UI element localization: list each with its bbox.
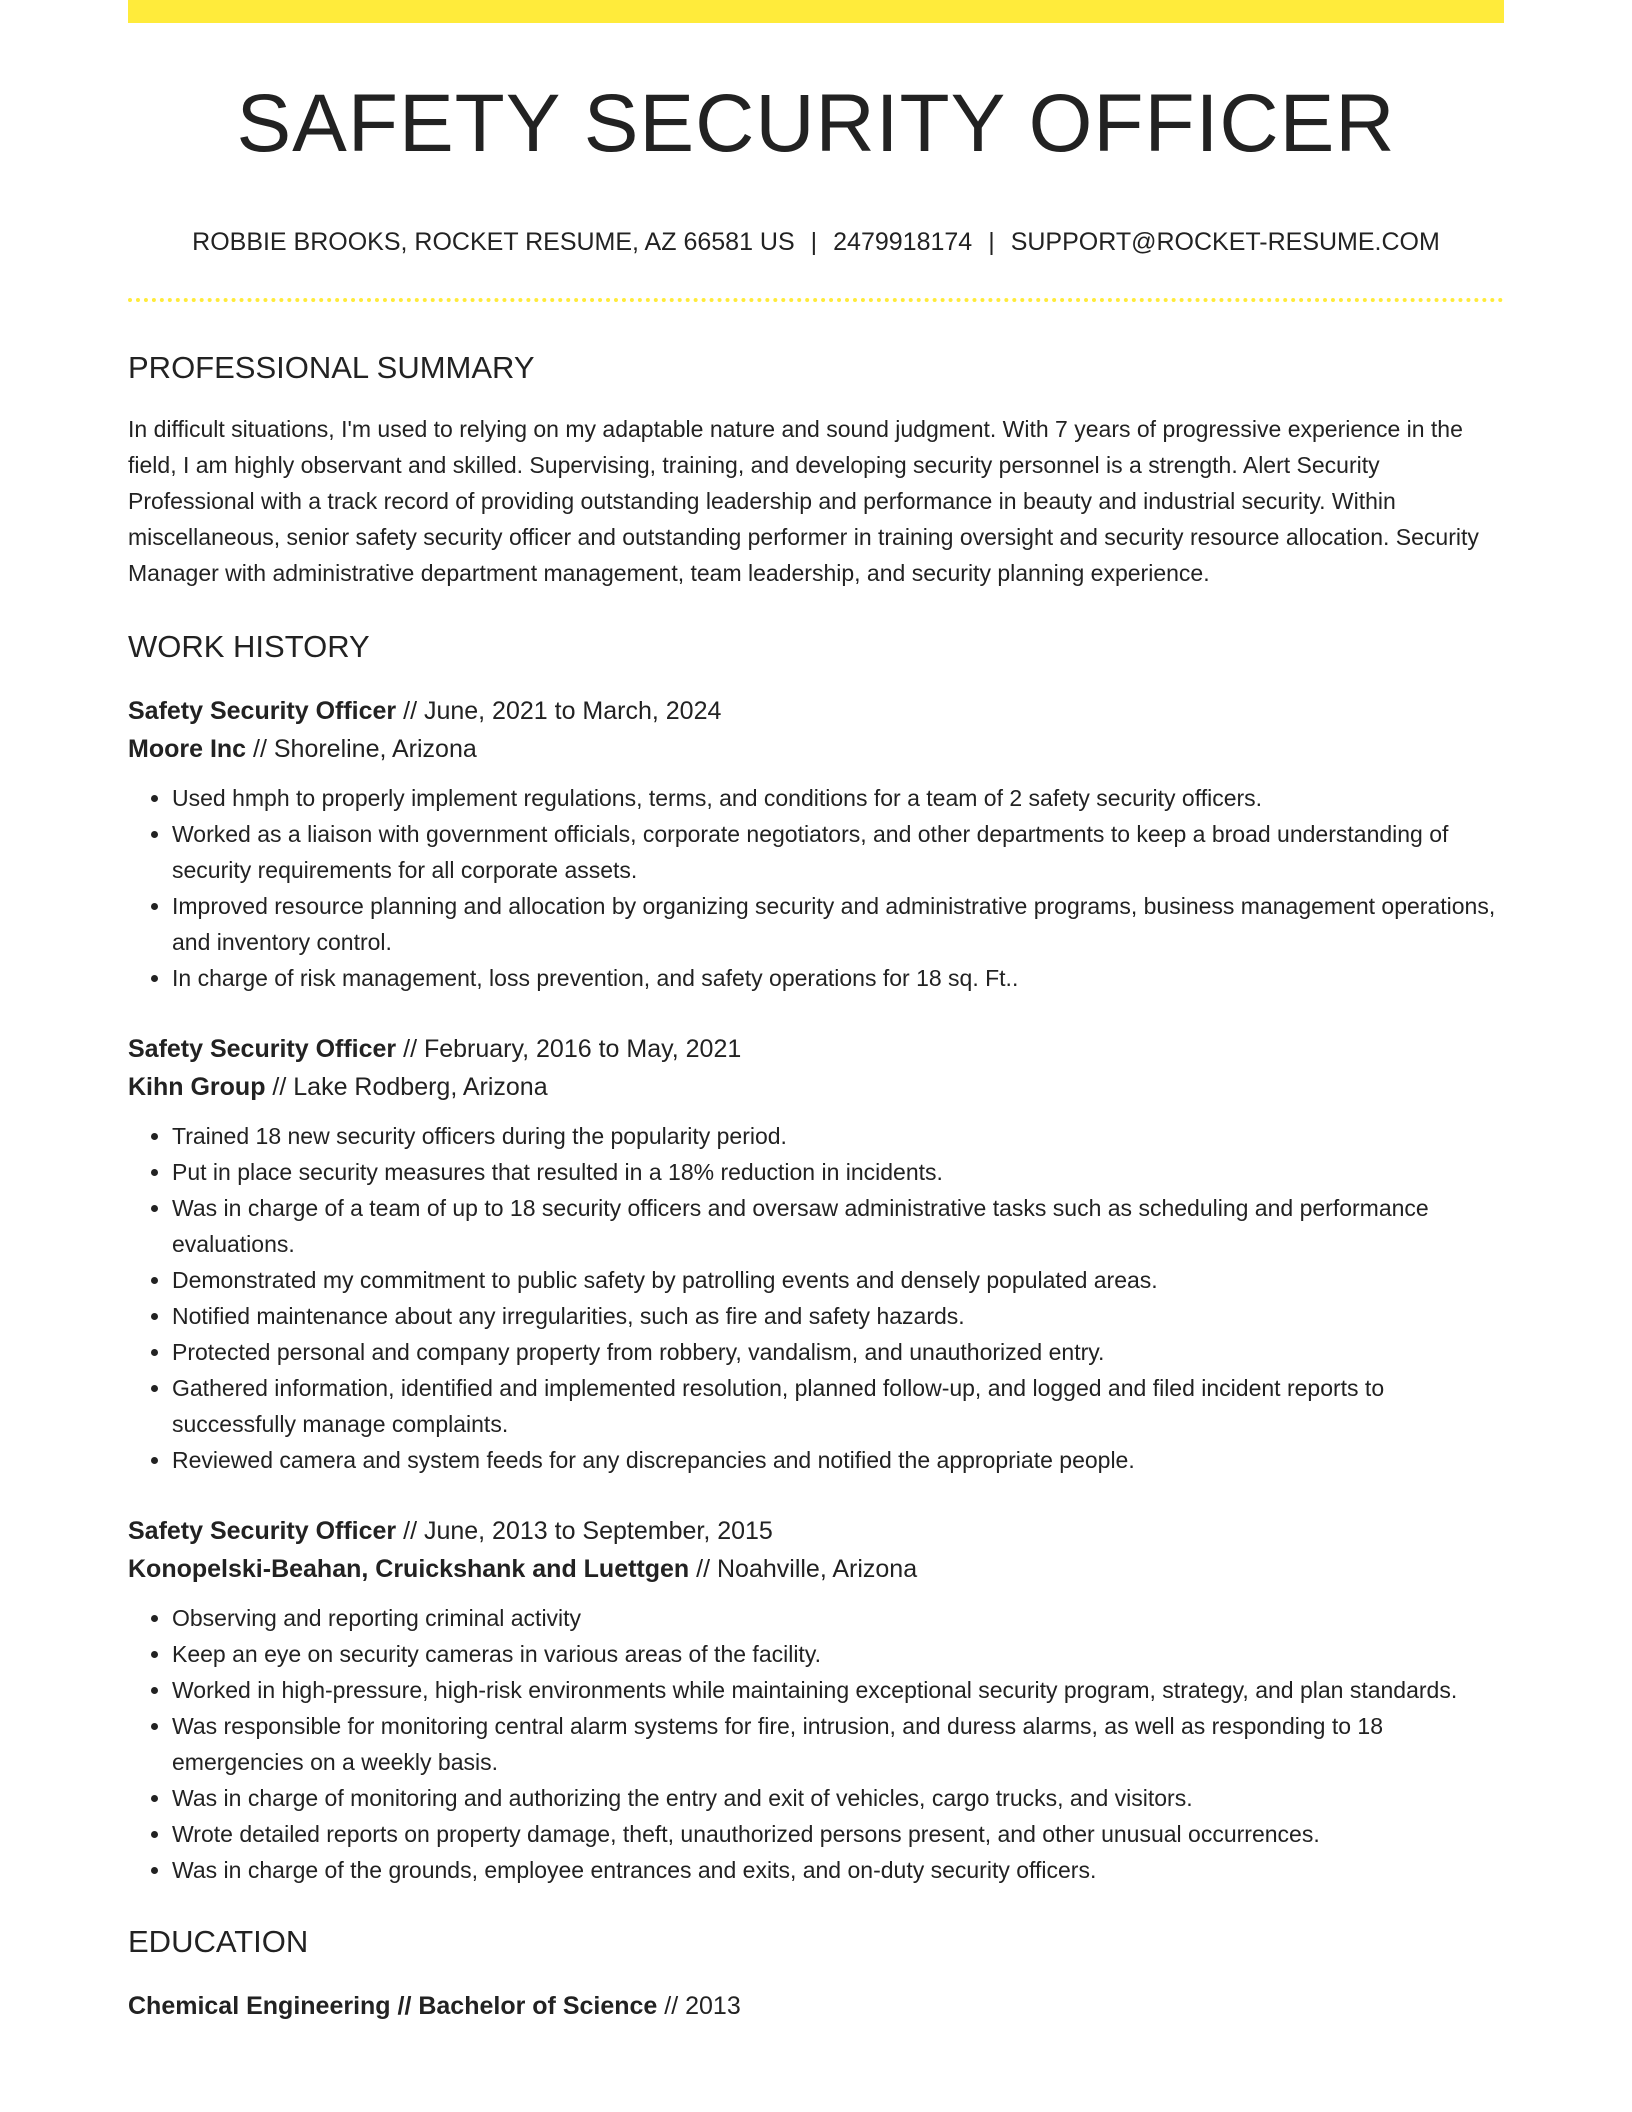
list-item: • Wrote detailed reports on property damage, theft, unauthorized persons present, and other unusual occurrences.: [172, 1816, 1504, 1852]
job-title: Safety Security Officer: [128, 697, 397, 725]
job-company: Moore Inc: [128, 735, 247, 763]
job-bullet-list: [128, 780, 1504, 996]
job-title: Safety Security Officer: [128, 1517, 397, 1545]
summary-heading: PROFESSIONAL SUMMARY: [128, 350, 535, 385]
job-company-line: [128, 1068, 1504, 1106]
job-company: Konopelski-Beahan, Cruickshank and Luettgen: [128, 1555, 690, 1583]
list-item: • Was in charge of monitoring and authorizing the entry and exit of vehicles, cargo trucks, and visitors.: [172, 1780, 1504, 1816]
job-bullet-list: [128, 1600, 1504, 1888]
list-item: • Used hmph to properly implement regulations, terms, and conditions for a team of 2 safety security officers.: [172, 780, 1504, 816]
job-dates: // June, 2013 to September, 2015: [396, 1517, 773, 1545]
contact-address: ROBBIE BROOKS, ROCKET RESUME, AZ 66581 US: [192, 228, 795, 256]
job-dates: // February, 2016 to May, 2021: [396, 1035, 742, 1063]
summary-text: In difficult situations, I'm used to relying on my adaptable nature and sound judgment. With 7 years of progressive experience in the field, I am highly observant and skilled. Supervising, training, and developing security personnel is a strength. Alert Security Professional with a track record of providing outstanding leadership and performance in beauty and industrial security. Within miscellaneous, senior safety security officer and outstanding performer in training oversight and security resource allocation. Security Manager with administrative department management, team leadership, and security planning experience.: [128, 416, 1479, 586]
accent-top-bar: [128, 0, 1504, 23]
list-item: • Protected personal and company property from robbery, vandalism, and unauthorized entry.: [172, 1334, 1504, 1370]
education-degree: Chemical Engineering // Bachelor of Science: [128, 1992, 658, 2020]
list-item: • Was in charge of a team of up to 18 security officers and oversaw administrative tasks such as scheduling and performance evaluations.: [172, 1190, 1504, 1262]
list-item: • In charge of risk management, loss prevention, and safety operations for 18 sq. Ft..: [172, 960, 1504, 996]
contact-email: SUPPORT@ROCKET-RESUME.COM: [1010, 228, 1440, 256]
contact-separator: |: [988, 228, 995, 256]
list-item: • Observing and reporting criminal activity: [172, 1600, 1504, 1636]
job-title-line: [128, 1512, 1504, 1550]
job-title: Safety Security Officer: [128, 1035, 397, 1063]
education-heading: EDUCATION: [128, 1924, 309, 1959]
contact-line: [128, 227, 1504, 257]
job-bullet-list: [128, 1118, 1504, 1478]
list-item: • Worked as a liaison with government officials, corporate negotiators, and other departments to keep a broad understanding of security requirements for all corporate assets.: [172, 816, 1504, 888]
list-item: • Improved resource planning and allocation by organizing security and administrative programs, business management operations, and inventory control.: [172, 888, 1504, 960]
list-item: • Keep an eye on security cameras in various areas of the facility.: [172, 1636, 1504, 1672]
resume-page: [128, 0, 1504, 2025]
list-item: • Was in charge of the grounds, employee entrances and exits, and on-duty security officers.: [172, 1852, 1504, 1888]
job-location: // Noahville, Arizona: [689, 1555, 918, 1583]
work-history-list: [128, 692, 1504, 1888]
contact-phone: 2479918174: [833, 228, 973, 256]
job-dates: // June, 2021 to March, 2024: [396, 697, 722, 725]
job-title-line: [128, 1030, 1504, 1068]
job-location: // Lake Rodberg, Arizona: [265, 1073, 548, 1101]
education-year: // 2013: [657, 1992, 741, 2020]
job-entry: [128, 1512, 1504, 1888]
job-company-line: [128, 730, 1504, 768]
contact-separator: |: [810, 228, 818, 256]
list-item: • Notified maintenance about any irregularities, such as fire and safety hazards.: [172, 1298, 1504, 1334]
job-entry: [128, 692, 1504, 996]
list-item: • Was responsible for monitoring central alarm systems for fire, intrusion, and duress alarms, as well as responding to 18 emergencies on a weekly basis.: [172, 1708, 1504, 1780]
page-title: SAFETY SECURITY OFFICER: [236, 78, 1396, 169]
job-company: Kihn Group: [128, 1073, 266, 1101]
list-item: • Gathered information, identified and implemented resolution, planned follow-up, and logged and filed incident reports to successfully manage complaints.: [172, 1370, 1504, 1442]
list-item: • Demonstrated my commitment to public safety by patrolling events and densely populated areas.: [172, 1262, 1504, 1298]
education-entry: [128, 1987, 1504, 2025]
job-title-line: [128, 692, 1504, 730]
list-item: • Put in place security measures that resulted in a 18% reduction in incidents.: [172, 1154, 1504, 1190]
dotted-divider: [128, 298, 1504, 302]
work-history-heading: WORK HISTORY: [128, 629, 370, 664]
job-company-line: [128, 1550, 1504, 1588]
job-location: // Shoreline, Arizona: [246, 735, 477, 763]
list-item: • Trained 18 new security officers during the popularity period.: [172, 1118, 1504, 1154]
job-entry: [128, 1030, 1504, 1478]
list-item: • Worked in high-pressure, high-risk environments while maintaining exceptional security program, strategy, and plan standards.: [172, 1672, 1504, 1708]
list-item: • Reviewed camera and system feeds for any discrepancies and notified the appropriate people.: [172, 1442, 1504, 1478]
